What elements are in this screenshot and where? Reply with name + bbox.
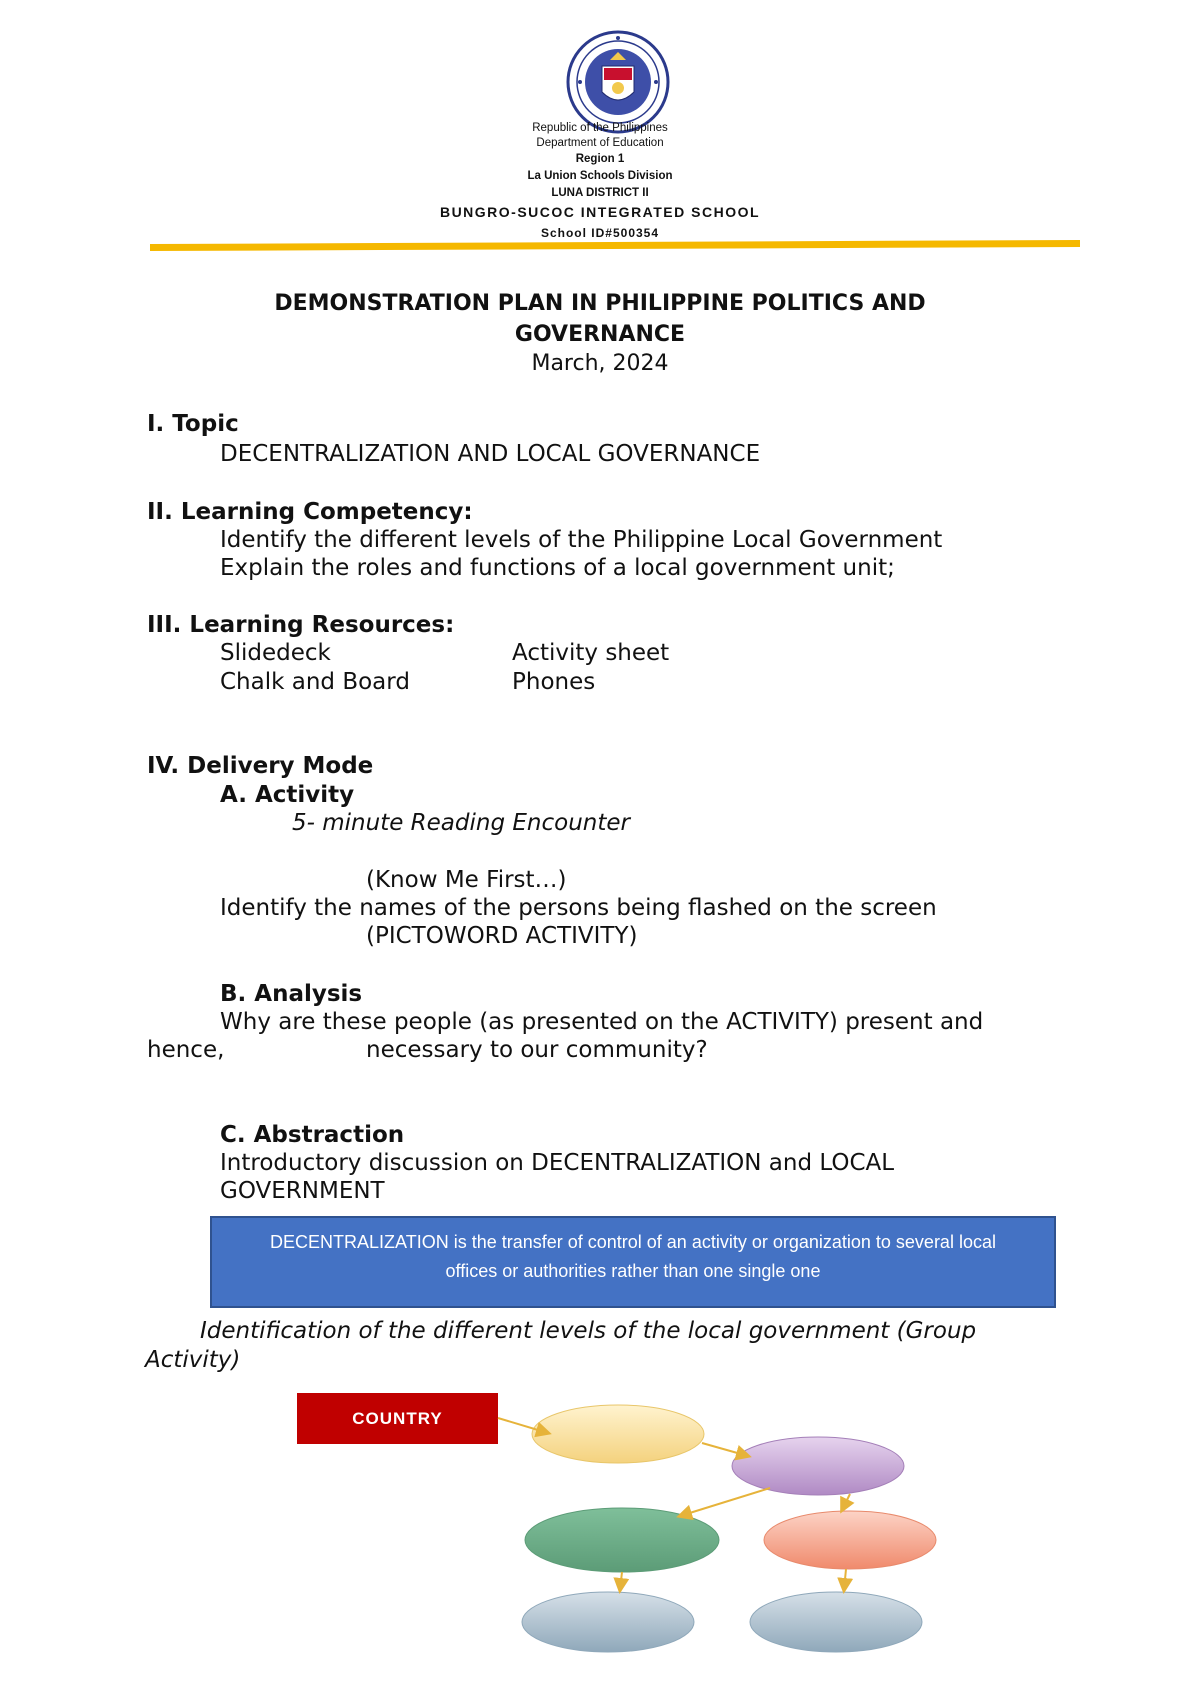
competency-heading: II. Learning Competency: xyxy=(147,499,473,525)
activity-heading: A. Activity xyxy=(220,782,355,808)
resources-heading: III. Learning Resources: xyxy=(147,612,455,638)
group-activity-line2: Activity) xyxy=(145,1347,241,1373)
analysis-line1: Why are these people (as presented on the ACTIVITY) present and xyxy=(220,1009,984,1035)
level-node-5 xyxy=(522,1592,694,1652)
resource-item: Slidedeck xyxy=(220,640,331,666)
country-label: COUNTRY xyxy=(352,1408,443,1428)
activity-know-me: (Know Me First…) xyxy=(366,867,567,893)
level-node-2 xyxy=(732,1437,904,1495)
topic-heading: I. Topic xyxy=(147,411,239,437)
header-school-name: BUNGRO-SUCOC INTEGRATED SCHOOL xyxy=(439,204,761,220)
header-school-id: School ID#500354 xyxy=(540,226,660,240)
arrow-node2-to-node3 xyxy=(680,1488,770,1516)
header-country: Republic of the Philippines xyxy=(532,122,668,134)
level-node-4 xyxy=(764,1511,936,1569)
definition-line2: offices or authorities rather than one single one xyxy=(445,1261,821,1281)
arrow-node4-to-node6 xyxy=(844,1569,846,1590)
level-node-6 xyxy=(750,1592,922,1652)
level-node-1 xyxy=(532,1405,704,1463)
abstraction-heading: C. Abstraction xyxy=(220,1122,405,1148)
header-region: Region 1 xyxy=(575,153,625,165)
activity-subtitle: 5- minute Reading Encounter xyxy=(292,810,630,836)
header-department: Department of Education xyxy=(536,137,664,149)
analysis-line2a: hence, xyxy=(147,1037,225,1063)
topic-text: DECENTRALIZATION AND LOCAL GOVERNANCE xyxy=(220,441,761,467)
activity-instruction: Identify the names of the persons being flashed on the screen xyxy=(220,895,937,921)
analysis-heading: B. Analysis xyxy=(220,981,363,1007)
abstraction-line2: GOVERNMENT xyxy=(220,1178,385,1204)
header-division: La Union Schools Division xyxy=(527,170,673,182)
header-district: LUNA DISTRICT II xyxy=(551,187,649,199)
doc-date: March, 2024 xyxy=(531,351,669,376)
competency-item: Identify the different levels of the Philippine Local Government xyxy=(220,527,943,553)
abstraction-line1: Introductory discussion on DECENTRALIZATION and LOCAL xyxy=(220,1150,895,1176)
arrow-node3-to-node5 xyxy=(620,1572,622,1590)
doc-title-line1: DEMONSTRATION PLAN IN PHILIPPINE POLITICS AND xyxy=(274,291,926,316)
resource-item: Phones xyxy=(512,669,596,695)
activity-pictoword: (PICTOWORD ACTIVITY) xyxy=(366,923,638,949)
analysis-line2b: necessary to our community? xyxy=(366,1037,708,1063)
resource-item: Chalk and Board xyxy=(220,669,410,695)
competency-item: Explain the roles and functions of a local government unit; xyxy=(220,555,895,581)
arrow-node1-to-node2 xyxy=(702,1443,748,1456)
doc-title-line2: GOVERNANCE xyxy=(514,322,686,347)
resource-item: Activity sheet xyxy=(512,640,670,666)
group-activity-line1: Identification of the different levels of the local government (Group xyxy=(200,1318,977,1344)
arrow-node2-to-node4 xyxy=(842,1494,850,1510)
level-node-3 xyxy=(525,1508,719,1572)
delivery-heading: IV. Delivery Mode xyxy=(147,753,374,779)
definition-line1: DECENTRALIZATION is the transfer of control of an activity or organization to several local xyxy=(270,1232,996,1252)
